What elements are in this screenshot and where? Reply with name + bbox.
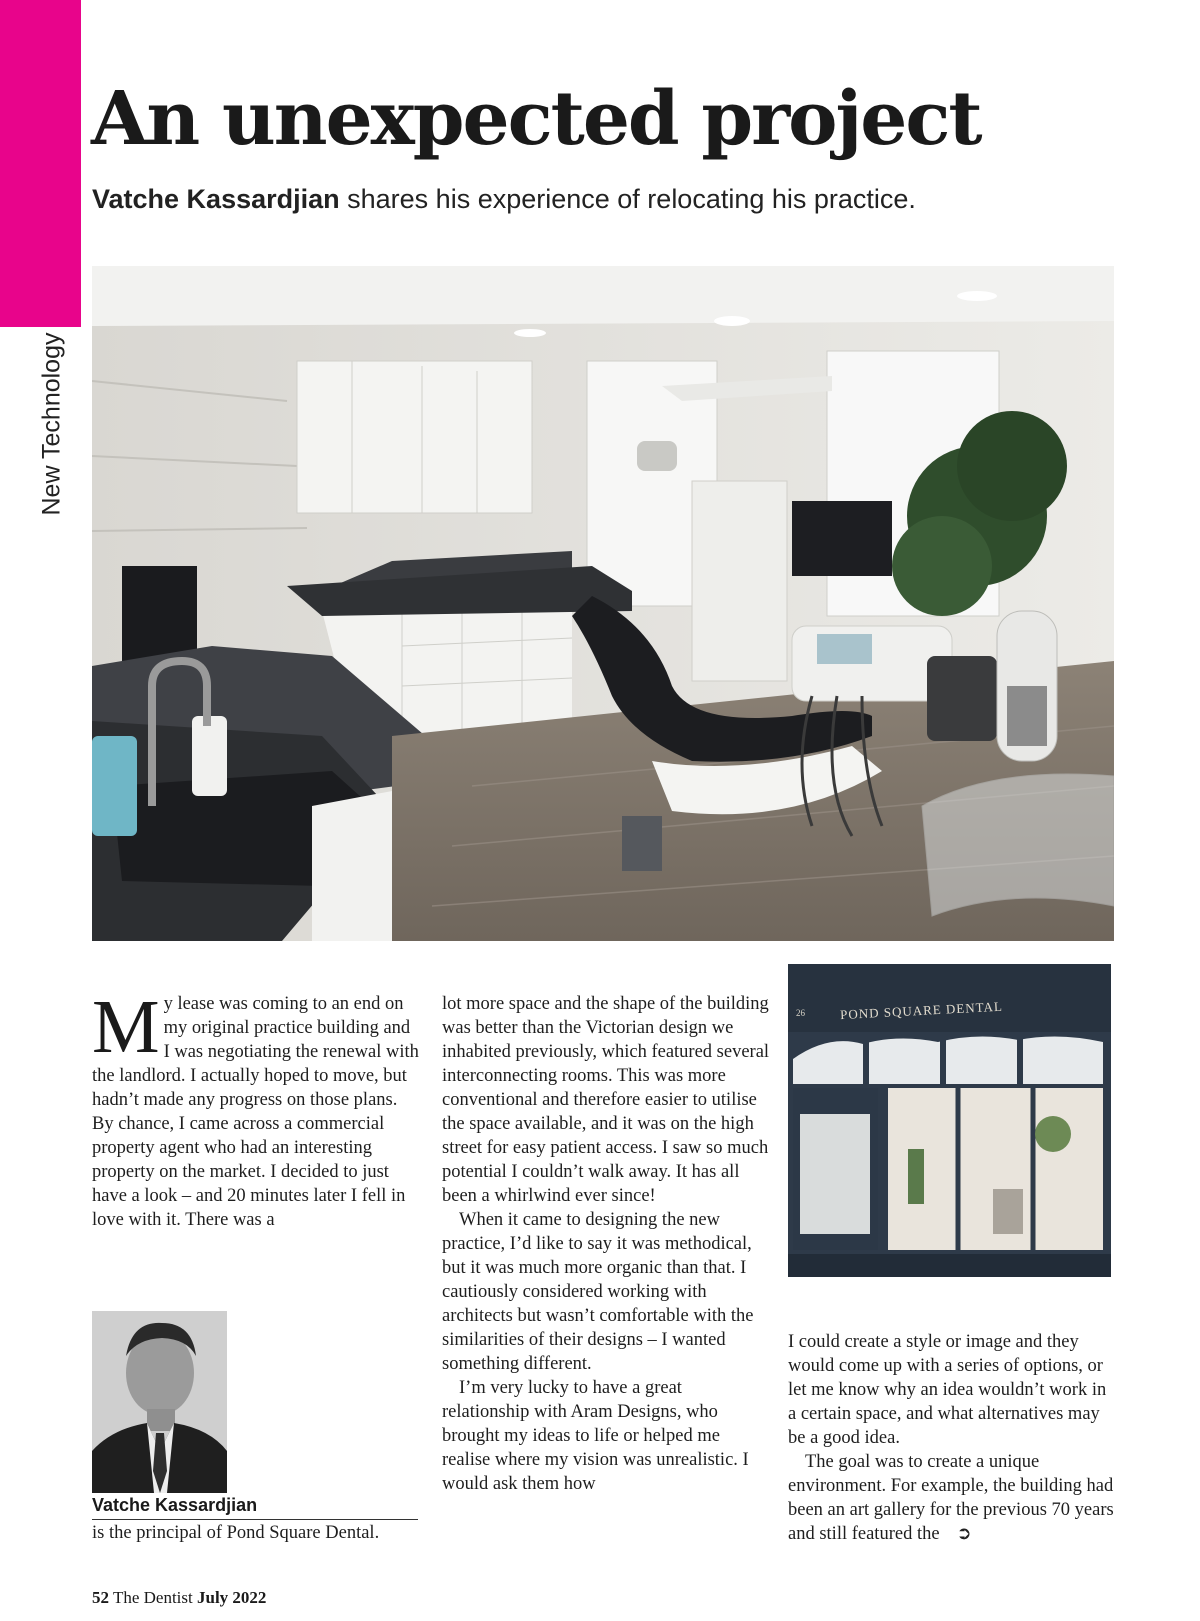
col2-paragraph-3: I’m very lucky to have a great relationship with Aram Designs, who brought my ideas to life or helped me realise where my vision was unrealistic. I would ask them how — [442, 1378, 749, 1494]
article-column-3 — [788, 1330, 1118, 1546]
standfirst-author: Vatche Kassardjian — [92, 184, 340, 214]
caption-name: Vatche Kassardjian — [92, 1495, 418, 1520]
magazine-name: The Dentist — [109, 1588, 197, 1607]
article-column-1 — [92, 985, 419, 1232]
article-column-2 — [442, 992, 772, 1496]
section-color-tab — [0, 0, 81, 327]
col3-paragraph-2: The goal was to create a unique environment. For example, the building had been an art gallery for the previous 70 years and still featured the — [788, 1452, 1114, 1544]
drop-cap: M — [92, 985, 160, 1069]
col2-paragraph-1: lot more space and the shape of the building was better than the Victorian design we inhabited previously, which featured several interconnecting rooms. This was more conventional and therefore easier to utilise the space available, and it was on the high street for easy patient access. I saw so much potential I couldn’t walk away. It has all been a whirlwind ever since! — [442, 994, 770, 1206]
section-label: New Technology — [37, 332, 66, 516]
shop-number: 26 — [796, 1008, 805, 1018]
caption-role: is the principal of Pond Square Dental. — [92, 1523, 380, 1543]
col2-paragraph-2: When it came to designing the new practice, I’d like to say it was methodical, but it was much more organic than that. I cautiously considered working with architects but wasn’t comfortable with the similarities of their designs – I wanted something different. — [442, 1210, 754, 1374]
folio — [92, 1588, 266, 1608]
surgery-photo — [92, 266, 1114, 941]
continue-arrow-icon: ➲ — [956, 1523, 972, 1544]
shopfront-photo — [788, 964, 1111, 1277]
col3-paragraph-1: I could create a style or image and they would come up with a series of options, or let me know why an idea wouldn’t work in a certain space, and what alternatives may be a good idea. — [788, 1332, 1107, 1448]
col1-paragraph-1: y lease was coming to an end on my original practice building and I was negotiating the renewal with the landlord. I actually hoped to move, but hadn’t made any progress on those plans. By chance, I came across a commercial property agent who had an interesting property on the market. I decided to just have a look – and 20 minutes later I fell in love with it. There was a — [92, 994, 419, 1230]
shop-sign: POND SQUARE DENTAL — [839, 998, 1004, 1023]
standfirst-text: shares his experience of relocating his practice. — [339, 184, 916, 214]
page-number: 52 — [92, 1588, 109, 1607]
headline: An unexpected project — [91, 76, 981, 162]
author-portrait — [92, 1311, 227, 1493]
standfirst — [92, 184, 916, 215]
issue-date: July 2022 — [196, 1588, 267, 1607]
